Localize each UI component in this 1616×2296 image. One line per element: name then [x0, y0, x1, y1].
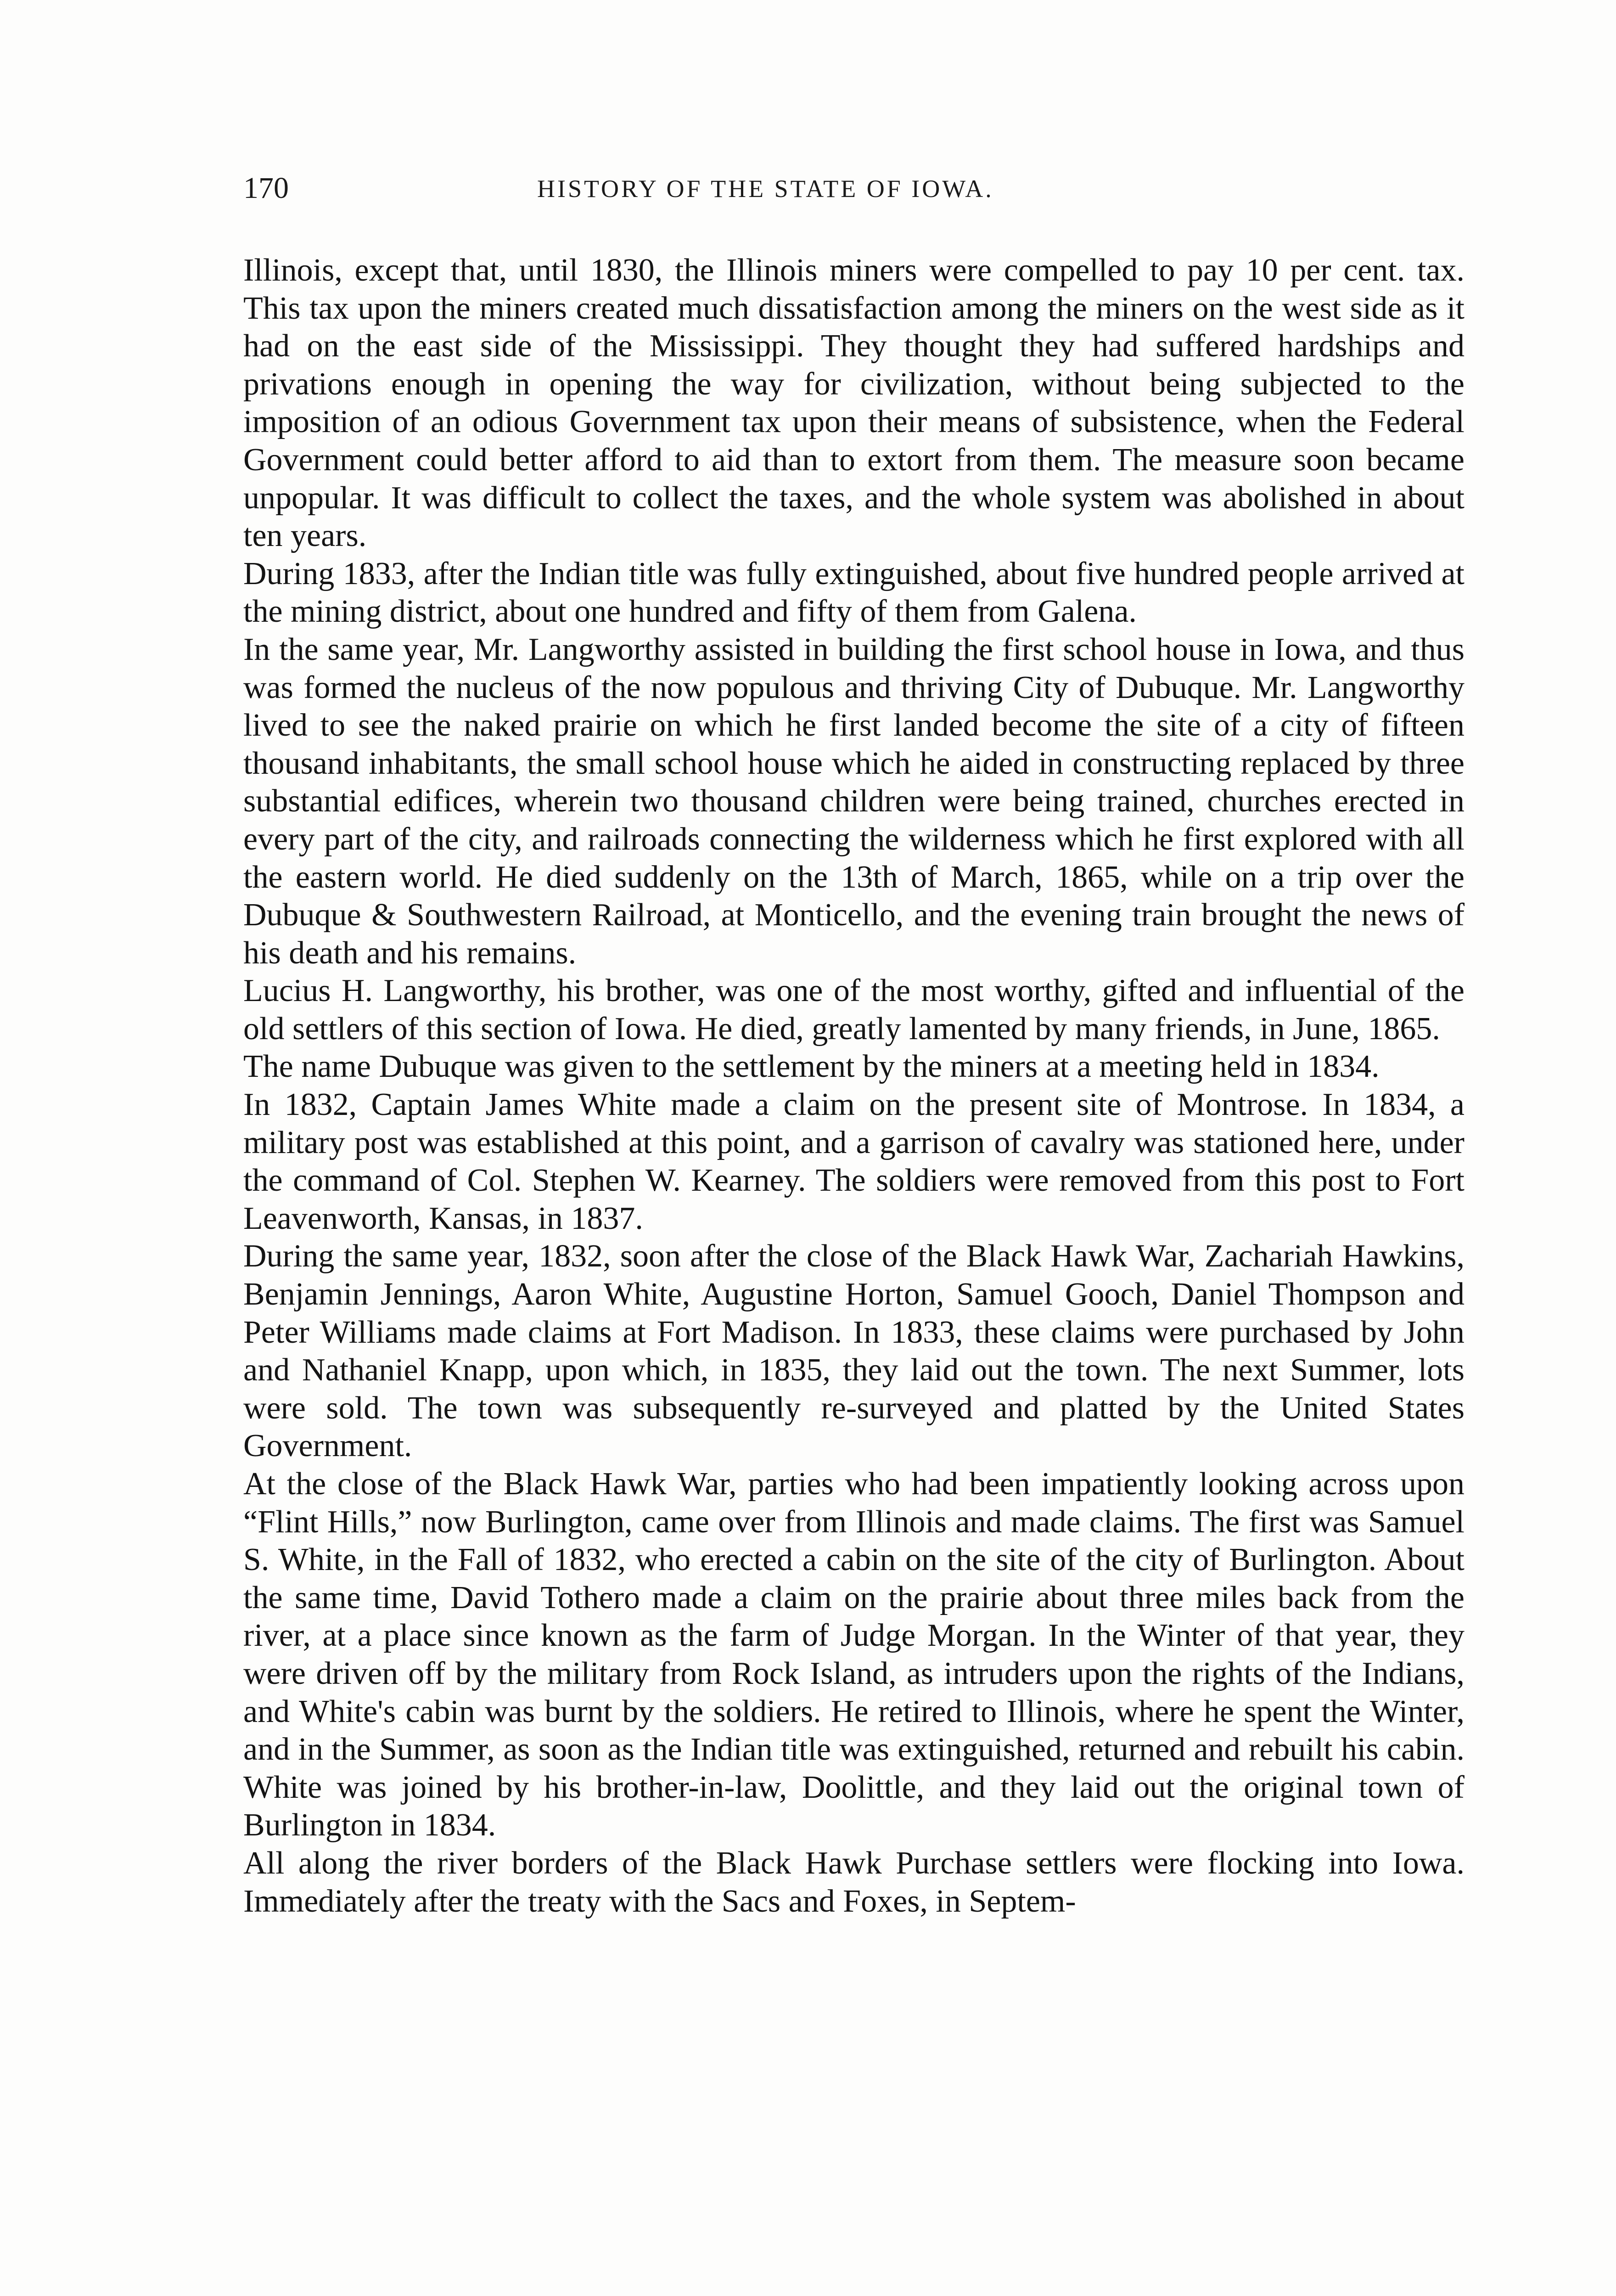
paragraph: Illinois, except that, until 1830, the Illinois miners were compelled to pay 10 per cent. tax. This tax upon the miners created much dissatisfaction among the miners on the west side as it had on the east side of the Mississippi. They thought they had suffered hardships and privations enough in opening the way for civilization, without being subjected to the imposition of an odious Government tax upon their means of subsistence, when the Federal Government could better afford to aid than to extort from them. The measure soon became unpopular. It was difficult to collect the taxes, and the whole system was abolished in about ten years. [243, 253, 1464, 554]
paragraph: In 1832, Captain James White made a claim on the present site of Montrose. In 1834, a military post was established at this point, and a garrison of cavalry was stationed here, under the command of Col. Stephen W. Kearney. The soldiers were removed from this post to Fort Leavenworth, Kansas, in 1837. [243, 1087, 1464, 1236]
page-header [243, 171, 1464, 212]
paragraph: All along the river borders of the Black Hawk Purchase settlers were flocking into Iowa. Immediately after the treaty with the Sacs and Foxes, in Septem- [243, 1845, 1464, 1919]
paragraph: During 1833, after the Indian title was fully extinguished, about five hundred people arrived at the mining district, about one hundred and fifty of them from Galena. [243, 556, 1464, 630]
paragraph: In the same year, Mr. Langworthy assisted in building the first school house in Iowa, and thus was formed the nucleus of the now populous and thriving City of Dubuque. Mr. Langworthy lived to see the naked prairie on which he first landed become the site of a city of fifteen thousand inhabitants, the small school house which he aided in constructing replaced by three substantial edifices, wherein two thousand children were being trained, churches erected in every part of the city, and railroads connecting the wilderness which he first explored with all the eastern world. He died suddenly on the 13th of March, 1865, while on a trip over the Dubuque & Southwestern Railroad, at Monticello, and the evening train brought the news of his death and his remains. [243, 631, 1464, 971]
body-text [243, 252, 1464, 1920]
page-number: 170 [243, 171, 289, 205]
running-head: HISTORY OF THE STATE OF IOWA. [537, 175, 994, 203]
paragraph: During the same year, 1832, soon after the close of the Black Hawk War, Zachariah Hawkins, Benjamin Jennings, Aaron White, Augustine Horton, Samuel Gooch, Daniel Thompson and Peter Williams made claims at Fort Madison. In 1833, these claims were purchased by John and Nathaniel Knapp, upon which, in 1835, they laid out the town. The next Summer, lots were sold. The town was subsequently re-surveyed and platted by the United States Government. [243, 1238, 1464, 1464]
paragraph: Lucius H. Langworthy, his brother, was one of the most worthy, gifted and influential of the old settlers of this section of Iowa. He died, greatly lamented by many friends, in June, 1865. [243, 973, 1464, 1047]
paragraph: The name Dubuque was given to the settlement by the miners at a meeting held in 1834. [243, 1049, 1380, 1085]
paragraph: At the close of the Black Hawk War, parties who had been impatiently looking across upon “Flint Hills,” now Burlington, came over from Illinois and made claims. The first was Samuel S. White, in the Fall of 1832, who erected a cabin on the site of the city of Burlington. About the same time, David Tothero made a claim on the prairie about three miles back from the river, at a place since known as the farm of Judge Morgan. In the Winter of that year, they were driven off by the military from Rock Island, as intruders upon the rights of the Indians, and White's cabin was burnt by the soldiers. He retired to Illinois, where he spent the Winter, and in the Summer, as soon as the Indian title was extinguished, returned and rebuilt his cabin. White was joined by his brother-in-law, Doolittle, and they laid out the original town of Burlington in 1834. [243, 1466, 1464, 1843]
